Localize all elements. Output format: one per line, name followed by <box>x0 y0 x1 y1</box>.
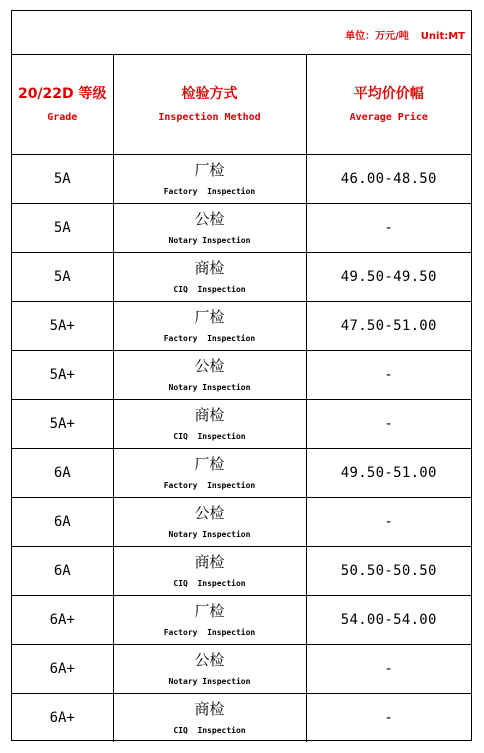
method-en: Notary Inspection <box>168 677 251 686</box>
method-cn: 厂检 <box>194 602 225 620</box>
table-row <box>12 203 471 252</box>
table-row <box>12 252 471 301</box>
grade-cell: 5A <box>12 203 113 252</box>
method-header-en: Inspection Method <box>158 111 261 123</box>
method-en: Factory Inspection <box>163 481 256 490</box>
method-cell <box>113 252 306 301</box>
price-cell: 54.00-54.00 <box>306 595 471 644</box>
grade-cell: 6A <box>12 546 113 595</box>
price-cell: - <box>306 644 471 693</box>
price-cell: - <box>306 399 471 448</box>
method-en: Notary Inspection <box>168 383 251 392</box>
price-table <box>12 55 471 742</box>
price-cell: 46.00-48.50 <box>306 154 471 203</box>
grade-cell: 6A <box>12 448 113 497</box>
price-header-cn: 平均价价幅 <box>353 85 424 102</box>
price-cell: 49.50-49.50 <box>306 252 471 301</box>
method-en: Factory Inspection <box>163 187 256 196</box>
method-cn: 商检 <box>194 553 225 571</box>
grade-cell: 5A+ <box>12 399 113 448</box>
grade-header-en: Grade <box>47 111 78 123</box>
table-row <box>12 301 471 350</box>
table-row <box>12 546 471 595</box>
price-table-frame <box>11 10 472 741</box>
grade-cell: 5A <box>12 154 113 203</box>
method-cell <box>113 595 306 644</box>
price-cell: 49.50-51.00 <box>306 448 471 497</box>
method-cell <box>113 203 306 252</box>
price-cell: 50.50-50.50 <box>306 546 471 595</box>
method-en: CIQ Inspection <box>173 285 246 294</box>
price-cell: - <box>306 693 471 742</box>
grade-cell: 5A+ <box>12 350 113 399</box>
method-cell <box>113 644 306 693</box>
unit-en: Unit:MT <box>420 31 465 42</box>
method-cell <box>113 546 306 595</box>
method-cell <box>113 497 306 546</box>
table-row <box>12 595 471 644</box>
price-header <box>306 55 471 154</box>
grade-cell: 6A+ <box>12 693 113 742</box>
grade-header <box>12 55 113 154</box>
method-en: Factory Inspection <box>163 628 256 637</box>
method-cn: 商检 <box>194 259 225 277</box>
method-cell <box>113 301 306 350</box>
method-cn: 公检 <box>194 504 225 522</box>
method-cell <box>113 154 306 203</box>
grade-cell: 6A+ <box>12 595 113 644</box>
table-row <box>12 497 471 546</box>
grade-cell: 5A+ <box>12 301 113 350</box>
method-cell <box>113 350 306 399</box>
method-en: Factory Inspection <box>163 334 256 343</box>
method-cell <box>113 448 306 497</box>
method-en: Notary Inspection <box>168 236 251 245</box>
method-cn: 公检 <box>194 357 225 375</box>
method-en: CIQ Inspection <box>173 432 246 441</box>
table-row <box>12 448 471 497</box>
unit-label <box>345 27 465 42</box>
price-cell: 47.50-51.00 <box>306 301 471 350</box>
unit-row <box>12 11 471 55</box>
header-row <box>12 55 471 154</box>
method-cell <box>113 399 306 448</box>
method-cn: 公检 <box>194 651 225 669</box>
method-cn: 商检 <box>194 406 225 424</box>
method-cn: 厂检 <box>194 455 225 473</box>
grade-cell: 5A <box>12 252 113 301</box>
price-cell: - <box>306 203 471 252</box>
method-header <box>113 55 306 154</box>
method-cn: 商检 <box>194 700 225 719</box>
table-row <box>12 644 471 693</box>
grade-cell: 6A+ <box>12 644 113 693</box>
unit-cn: 单位：万元/吨 <box>345 31 409 42</box>
method-cn: 公检 <box>194 210 225 228</box>
method-cell <box>113 693 306 742</box>
method-header-cn: 检验方式 <box>181 85 238 102</box>
table-row <box>12 399 471 448</box>
method-en: CIQ Inspection <box>173 579 246 588</box>
method-cn: 厂检 <box>194 161 225 179</box>
grade-header-cn: 20/22D 等级 <box>17 85 107 102</box>
method-en: Notary Inspection <box>168 530 251 539</box>
grade-cell: 6A <box>12 497 113 546</box>
price-cell: - <box>306 350 471 399</box>
table-row <box>12 154 471 203</box>
price-cell: - <box>306 497 471 546</box>
price-header-en: Average Price <box>349 111 428 123</box>
table-row <box>12 350 471 399</box>
table-row <box>12 693 471 742</box>
table-body <box>12 154 471 742</box>
method-cn: 厂检 <box>194 308 225 326</box>
method-en: CIQ Inspection <box>173 726 246 736</box>
